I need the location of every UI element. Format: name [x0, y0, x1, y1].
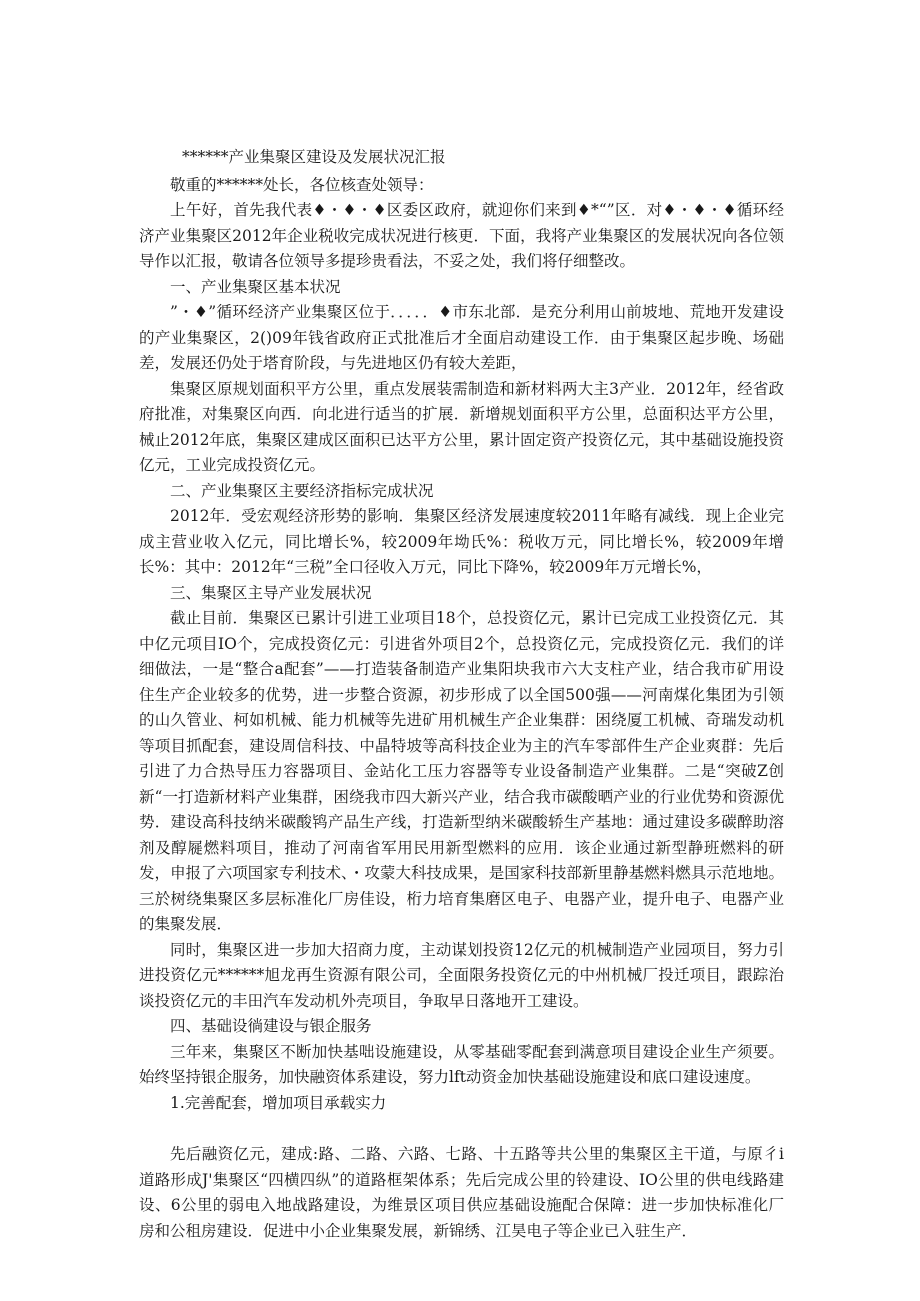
- document-page: [139, 145, 784, 1244]
- section-1-heading: 一、产业集聚区基本状况: [170, 277, 341, 296]
- section-3-paragraph-1: 截止目前．集聚区已累计引进工业项目18个，总投资亿元，累计已完成工业投资亿元．其中亿元项目IO个，完成投资亿元：引进省外项目2个，总投资亿元，完成投资亿元．我们的详细做法，一是“整合a配套”——打造装备制造产业集阳块我市六大支柱产业，结合我市矿用设住生产企业较多的优势，进一步整合资源，初步形成了以全国500强——河南煤化集团为引领的山久管业、柯如机械、能力机械等先进矿用机械生产企业集群：困绕厦工机械、奇瑞发动机等项目抓配套，建设周信科技、中晶特坡等高科技企业为主的汽车零部件生产企业爽群：先后引进了力合热导压力容器项目、金站化工压力容器等专业设备制造产业集群。二是“突破Z创新“一打造新材料产业集群，困绕我市四大新兴产业，结合我市碳酸晒产业的行业优势和资源优势．建设高科技纳米碳酸鸨产品生产线，打造新型纳米碳酸轿生产基地：通过建设多碳醉助溶剂及醇屣燃料项目，推动了河南省军用民用新型燃料的应用．该企业通过新型静班燃料的研发，申报了六项国家专利技术、・攻蒙大科技成果，是国家科技部新里静基燃料燃具示范地地。三於树绕集聚区多层标准化厂房佳设，桁力培育集磨区电子、电器产业，提升电子、电器产业的集聚发展．: [139, 609, 784, 933]
- document-title: ******产业集聚区建设及发展状况汇报: [182, 148, 446, 166]
- section-2-heading: 二、产业集聚区主要经济指标完成状况: [170, 481, 434, 500]
- section-2-paragraph-1: 2012年．受宏观经济形势的影响．集聚区经济发展速度较2011年略有减线．现上企业完成主营业收入亿元，同比增长%，较2009年坳氏%：税收万元，同比增长%，较2009年增长%：其中：2012年“三税”全口径收入万元，同比下降%，较2009年万元增长%，: [139, 507, 784, 576]
- section-3-heading: 三、集聚区主导产业发展状况: [170, 583, 372, 602]
- section-1-paragraph-2: 集聚区原规划面积平方公里，重点发展装需制造和新材料两大主3产业．2012年，经省政府批准，对集聚区向西．向北进行适当的扩展．新增规划面积平方公里，总面积达平方公里，械止2012年底，集聚区建成区面积已达平方公里，累计固定资产投资亿元，其中基础设施投资亿元，工业完成投资亿元。: [139, 379, 784, 474]
- section-3-paragraph-2: 同时，集聚区进一步加大招商力度，主动谋划投资12亿元的机械制造产业园项目，努力引进投资亿元******旭龙再生资源有限公司，全面限务投资亿元的中州机械厂投迁项目，跟踪治谈投资亿元的丰田汽车发动机外壳项目，争取早日落地开工建设。: [139, 940, 784, 1010]
- section-4-subheading-1: 1.完善配套，增加项目承载实力: [170, 1093, 387, 1112]
- section-4-heading: 四、基础设徜建设与银企服务: [170, 1017, 372, 1035]
- intro-paragraph: 上午好，首先我代表♦・♦・♦区委区政府，就迎你们来到♦*“”区．对♦・♦・♦循环经济产业集聚区2012年企业税收完成状况进行核更．下面，我将产业集聚区的发展状况向各位领导作以汇报，敬请各位领导多提珍贵看法，不妥之处，我们将仔细整改。: [139, 201, 784, 270]
- section-4-paragraph-2: 先后融资亿元，建成:路、二路、六路、七路、十五路等共公里的集聚区主干道，与原彳i道路形成J'集聚区“四横四纵”的道路框架体系；先后完成公里的铃建设、IO公里的供电线路建设、6公里的弱电入地战路建设，为维景区项目供应基础设施配合保障：进一步加快标准化厂房和公租房建设．促进中小企业集聚发展，新锦绣、江昊电子等企业已入驻生产．: [139, 1145, 784, 1240]
- section-1-paragraph-1: ”・♦”循环经济产业集聚区位于．．．．．♦市东北部．是充分利用山前坡地、荒地开发建设的产业集聚区，2()09年钱省政府正式批准后才全面启动建设工作．由于集聚区起步晚、场础差，发展还仍处于塔育阶段，与先进地区仍有较大差距，: [139, 303, 784, 372]
- greeting: 敬重的******处长，各位核查处领导：: [170, 175, 434, 194]
- section-4-paragraph-1: 三年来，集聚区不断加快基咄设施建设，从零基础零配套到满意项目建设企业生产须要。始终坚持银企服务，加快融资体系建设，努力lft动资金加快基础设施建设和底口建设速度。: [139, 1042, 784, 1086]
